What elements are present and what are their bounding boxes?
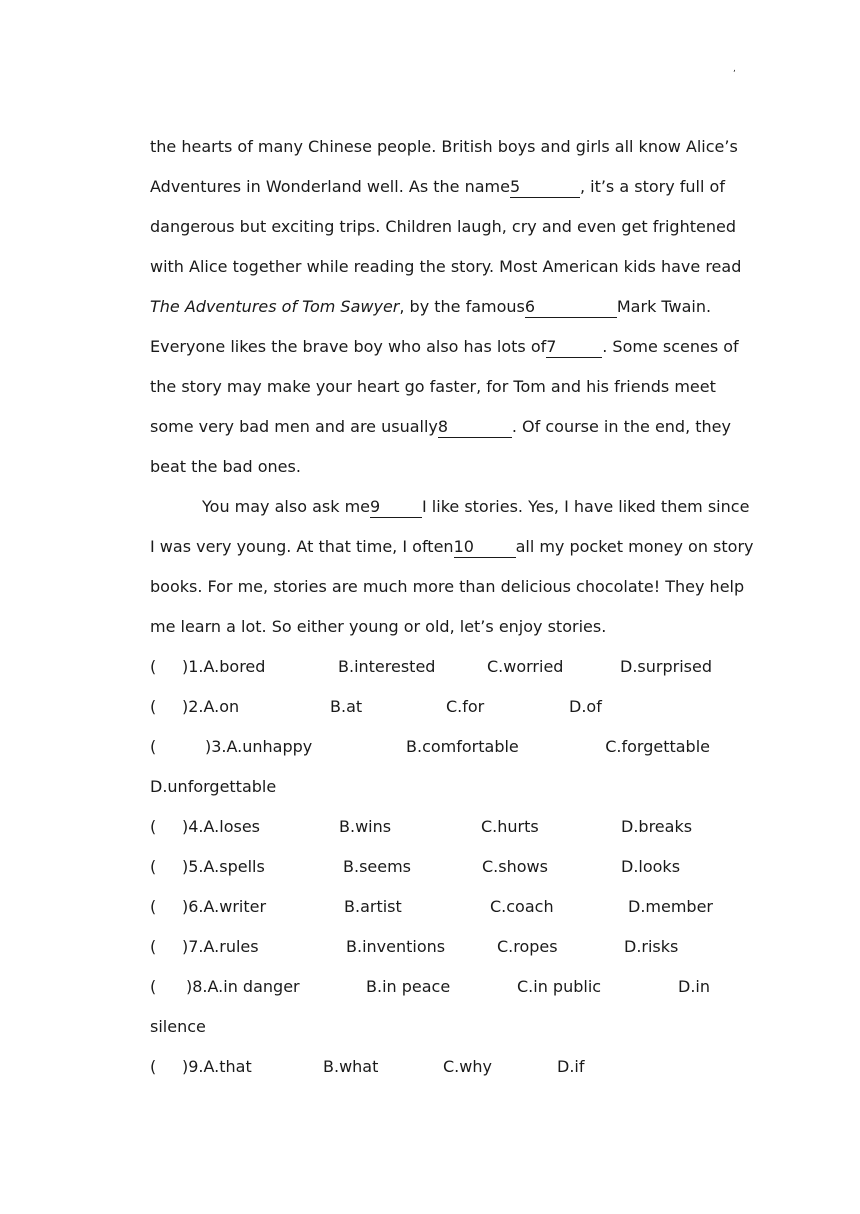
option-d: D.of [569, 697, 602, 716]
answer-paren: ( [150, 697, 157, 716]
option-a: )2.A.on [182, 697, 240, 716]
passage-text: some very bad men and are usually [150, 417, 438, 436]
blank-8: 8 [438, 418, 512, 438]
passage-line-11 [150, 527, 754, 567]
option-d: D.looks [621, 857, 681, 876]
option-a: )1.A.bored [182, 657, 266, 676]
option-a: )9.A.that [182, 1057, 252, 1076]
question-8 [150, 967, 710, 1007]
passage-line-12: books. For me, stories are much more than delicious chocolate! They help [150, 577, 745, 596]
option-b: B.wins [339, 817, 392, 836]
passage-text: Adventures in Wonderland well. As the name [150, 177, 510, 196]
passage-text: all my pocket money on story [515, 537, 754, 556]
blank-6: 6 [525, 298, 617, 318]
option-d: D.surprised [620, 657, 712, 676]
passage-line-7: the story may make your heart go faster, for Tom and his friends meet [150, 377, 716, 396]
option-b: B.what [323, 1057, 379, 1076]
option-c: C.ropes [497, 937, 558, 956]
option-b: B.interested [338, 657, 436, 676]
option-c: C.in public [517, 977, 602, 996]
answer-paren: ( [150, 977, 157, 996]
blank-10: 10 [454, 538, 516, 558]
passage-line-6 [150, 327, 739, 367]
passage-text: . Of course in the end, they [511, 417, 731, 436]
passage-line-4: with Alice together while reading the story. Most American kids have read [150, 257, 742, 276]
passage-text: Mark Twain. [616, 297, 712, 316]
question-6 [150, 887, 713, 927]
option-d: D.if [557, 1057, 585, 1076]
option-d: D.risks [624, 937, 679, 956]
passage-text: You may also ask me [202, 497, 370, 516]
option-c: C.for [446, 697, 485, 716]
option-d: D.member [628, 897, 713, 916]
question-5 [150, 847, 710, 887]
question-8-wrap [150, 1007, 710, 1047]
question-3-wrap [150, 767, 710, 807]
question-9 [150, 1047, 710, 1087]
question-3 [150, 727, 710, 767]
page-mark: , [733, 64, 736, 74]
answer-paren: ( [150, 737, 157, 756]
book-title: The Adventures of Tom Sawyer [150, 297, 400, 316]
question-7 [150, 927, 710, 967]
option-a: )5.A.spells [182, 857, 265, 876]
answer-paren: ( [150, 897, 157, 916]
passage-text: I like stories. Yes, I have liked them since [422, 497, 750, 516]
option-a: )6.A.writer [182, 897, 267, 916]
option-d: D.in [678, 977, 710, 996]
answer-paren: ( [150, 937, 157, 956]
option-d-cont: silence [150, 1017, 206, 1036]
passage-text: , it’s a story full of [579, 177, 725, 196]
passage-line-13: me learn a lot. So either young or old, let’s enjoy stories. [150, 617, 607, 636]
option-c: C.shows [482, 857, 548, 876]
option-c: C.forgettable [605, 737, 710, 756]
passage-line-1: the hearts of many Chinese people. British boys and girls all know Alice’s [150, 137, 738, 156]
option-c: C.why [443, 1057, 492, 1076]
passage-text: , by the famous [399, 297, 525, 316]
document-page [150, 127, 754, 1087]
question-2 [150, 687, 710, 727]
option-b: B.at [330, 697, 363, 716]
passage-line-3: dangerous but exciting trips. Children laugh, cry and even get frightened [150, 217, 736, 236]
option-a: )4.A.loses [182, 817, 261, 836]
answer-paren: ( [150, 817, 157, 836]
passage-line-2 [150, 167, 725, 207]
passage-text: I was very young. At that time, I often [150, 537, 454, 556]
option-b: B.in peace [366, 977, 451, 996]
option-a: )3.A.unhappy [205, 737, 313, 756]
option-c: C.hurts [481, 817, 539, 836]
question-1 [150, 647, 710, 687]
answer-paren: ( [150, 1057, 157, 1076]
passage-line-5 [150, 287, 710, 327]
answer-paren: ( [150, 857, 157, 876]
option-d: D.unforgettable [150, 777, 277, 796]
passage-line-9: beat the bad ones. [150, 457, 301, 476]
option-c: C.coach [490, 897, 554, 916]
option-d: D.breaks [621, 817, 693, 836]
option-b: B.inventions [346, 937, 446, 956]
blank-5: 5 [510, 178, 580, 198]
answer-paren: ( [150, 657, 157, 676]
passage-text: . Some scenes of [602, 337, 739, 356]
blank-7: 7 [546, 338, 602, 358]
blank-9: 9 [370, 498, 422, 518]
option-c: C.worried [487, 657, 564, 676]
passage-text: Everyone likes the brave boy who also has lots of [150, 337, 547, 356]
option-b: B.comfortable [406, 737, 519, 756]
option-b: B.seems [343, 857, 412, 876]
passage-line-10 [150, 487, 750, 527]
option-a: )7.A.rules [182, 937, 259, 956]
question-4 [150, 807, 710, 847]
passage-line-8 [150, 407, 731, 447]
option-a: )8.A.in danger [186, 977, 300, 996]
option-b: B.artist [344, 897, 402, 916]
